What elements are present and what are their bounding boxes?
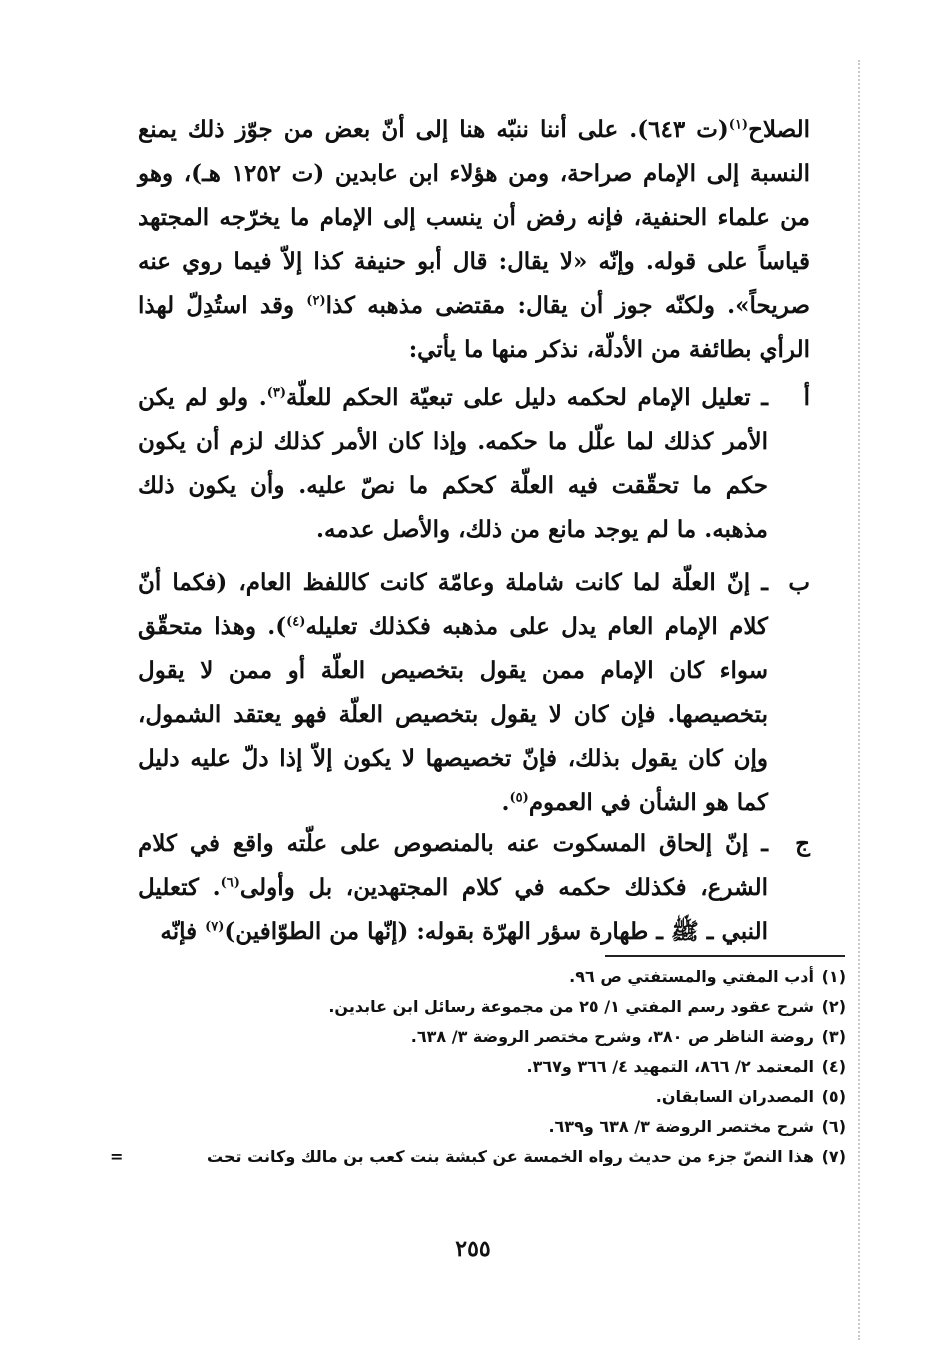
intro-text-2: (ت ٦٤٣). على أننا ننبّه هنا إلى أنّ بعض من جوّز ذلك يمنع النسبة إلى الإمام صراحة، ومن هؤلاء ابن عابدين (ت ١٢٥٢ هـ)، وهو من علماء الحنفية، فإنه رفض أن ينسب إلى الإمام ما يخرّجه المجتهد قياساً على قوله. وإنّه «لا يقال: قال أبو حنيفة كذا إلاّ فيما روي عنه صريحاً». ولكنّه جوز أن يقال: مقتضى مذهبه كذا bbox=[138, 116, 811, 319]
evidence-item-c bbox=[138, 822, 810, 954]
evidence-item-b bbox=[138, 561, 810, 825]
item-text-part: ـ إنّ إلحاق المسكوت عنه بالمنصوص على علّته واقع في كلام الشرع، فكذلك حكمه في كلام المجتهدين، بل وأولى bbox=[138, 830, 768, 901]
item-text-part: . ولو لم يكن الأمر كذلك لما علّل ما حكمه. وإذا كان الأمر كذلك لزم أن يكون حكم ما تحقّقت فيه العلّة كحكم ما نصّ عليه. وأن يكون ذلك مذهبه. ما لم يوجد مانع من ذلك، والأصل عدمه. bbox=[138, 384, 768, 543]
footnote bbox=[110, 1052, 846, 1082]
footnote-text: شرح عقود رسم المفتي ١/ ٢٥ من مجموعة رسائل ابن عابدين. bbox=[328, 997, 814, 1016]
item-text bbox=[138, 561, 768, 825]
footnote-number: (٦) bbox=[821, 1117, 846, 1136]
footnote bbox=[110, 962, 846, 992]
footnote bbox=[110, 992, 846, 1022]
continuation-mark: = bbox=[110, 1147, 124, 1166]
footnote bbox=[110, 1142, 846, 1172]
footnote-number: (٤) bbox=[821, 1057, 846, 1076]
footnote-number: (٥) bbox=[821, 1087, 846, 1106]
item-text-part: . bbox=[501, 789, 510, 816]
evidence-item-a bbox=[138, 376, 810, 552]
item-letter: ب bbox=[788, 569, 810, 596]
footnote-ref-2[interactable]: (٢) bbox=[306, 293, 326, 309]
footnote-separator bbox=[605, 955, 845, 957]
footnote-text: شرح مختصر الروضة ٣/ ٦٣٨ و٦٣٩. bbox=[548, 1117, 814, 1136]
item-text bbox=[138, 822, 768, 954]
footnote-number: (٧) bbox=[821, 1147, 846, 1166]
footnote-text: روضة الناظر ص ٣٨٠، وشرح مختصر الروضة ٣/ ٦٣٨. bbox=[410, 1027, 814, 1046]
footnotes bbox=[110, 962, 846, 1172]
page-edge-dotted-line bbox=[858, 60, 860, 1340]
footnote bbox=[110, 1082, 846, 1112]
intro-text-1: الصلاح bbox=[748, 116, 810, 143]
footnote-ref-7[interactable]: (٧) bbox=[205, 919, 225, 935]
footnote-text: المعتمد ٢/ ٨٦٦، التمهيد ٤/ ٣٦٦ و٣٦٧. bbox=[526, 1057, 814, 1076]
intro-text-3: وقد استُدِلّ لهذا الرأي بطائفة من الأدلّة، نذكر منها ما يأتي: bbox=[138, 292, 810, 363]
item-letter: أ bbox=[803, 384, 810, 411]
footnote-text: أدب المفتي والمستفتي ص ٩٦. bbox=[569, 967, 814, 986]
item-text-part: ـ تعليل الإمام لحكمه دليل على تبعيّة الحكم للعلّة bbox=[286, 384, 768, 411]
footnote-ref-4[interactable]: (٤) bbox=[286, 614, 306, 630]
footnote-text: هذا النصّ جزء من حديث رواه الخمسة عن كبشة بنت كعب بن مالك وكانت تحت bbox=[207, 1147, 814, 1166]
footnote-ref-1[interactable]: (١) bbox=[728, 117, 749, 133]
footnote-ref-6[interactable]: (٦) bbox=[220, 875, 240, 891]
footnote-ref-5[interactable]: (٥) bbox=[509, 790, 529, 806]
footnote-number: (٢) bbox=[821, 997, 846, 1016]
page-number: ٢٥٥ bbox=[455, 1236, 491, 1262]
item-text-part: فإنّه bbox=[160, 918, 206, 945]
footnote-ref-3[interactable]: (٣) bbox=[266, 385, 287, 401]
item-text-part: ـ إنّ العلّة لما كانت شاملة وعامّة كانت كاللفظ العام، (فكما أنّ كلام الإمام العام يدل على مذهبه فكذلك تعليله bbox=[138, 569, 768, 640]
item-letter: ج bbox=[795, 830, 810, 857]
footnote bbox=[110, 1112, 846, 1142]
item-text-part: ). وهذا متحقّق سواء كان الإمام ممن يقول بتخصيص العلّة أو ممن لا يقول بتخصيصها. فإن كان لا يقول بتخصيص العلّة فهو يعتقد الشمول، وإن كان يقول بذلك، فإنّ تخصيصها لا يكون إلاّ إذا دلّ عليه دليل كما هو الشأن في العموم bbox=[138, 613, 768, 816]
footnote-text: المصدران السابقان. bbox=[655, 1087, 814, 1106]
footnote-number: (١) bbox=[821, 967, 846, 986]
footnote bbox=[110, 1022, 846, 1052]
item-text-part: . كتعليل النبي ـ ﷺ ـ طهارة سؤر الهرّة بقوله: (إنّها من الطوّافين) bbox=[138, 874, 768, 945]
intro-paragraph bbox=[138, 108, 810, 372]
footnote-number: (٣) bbox=[821, 1027, 846, 1046]
item-text bbox=[138, 376, 768, 552]
